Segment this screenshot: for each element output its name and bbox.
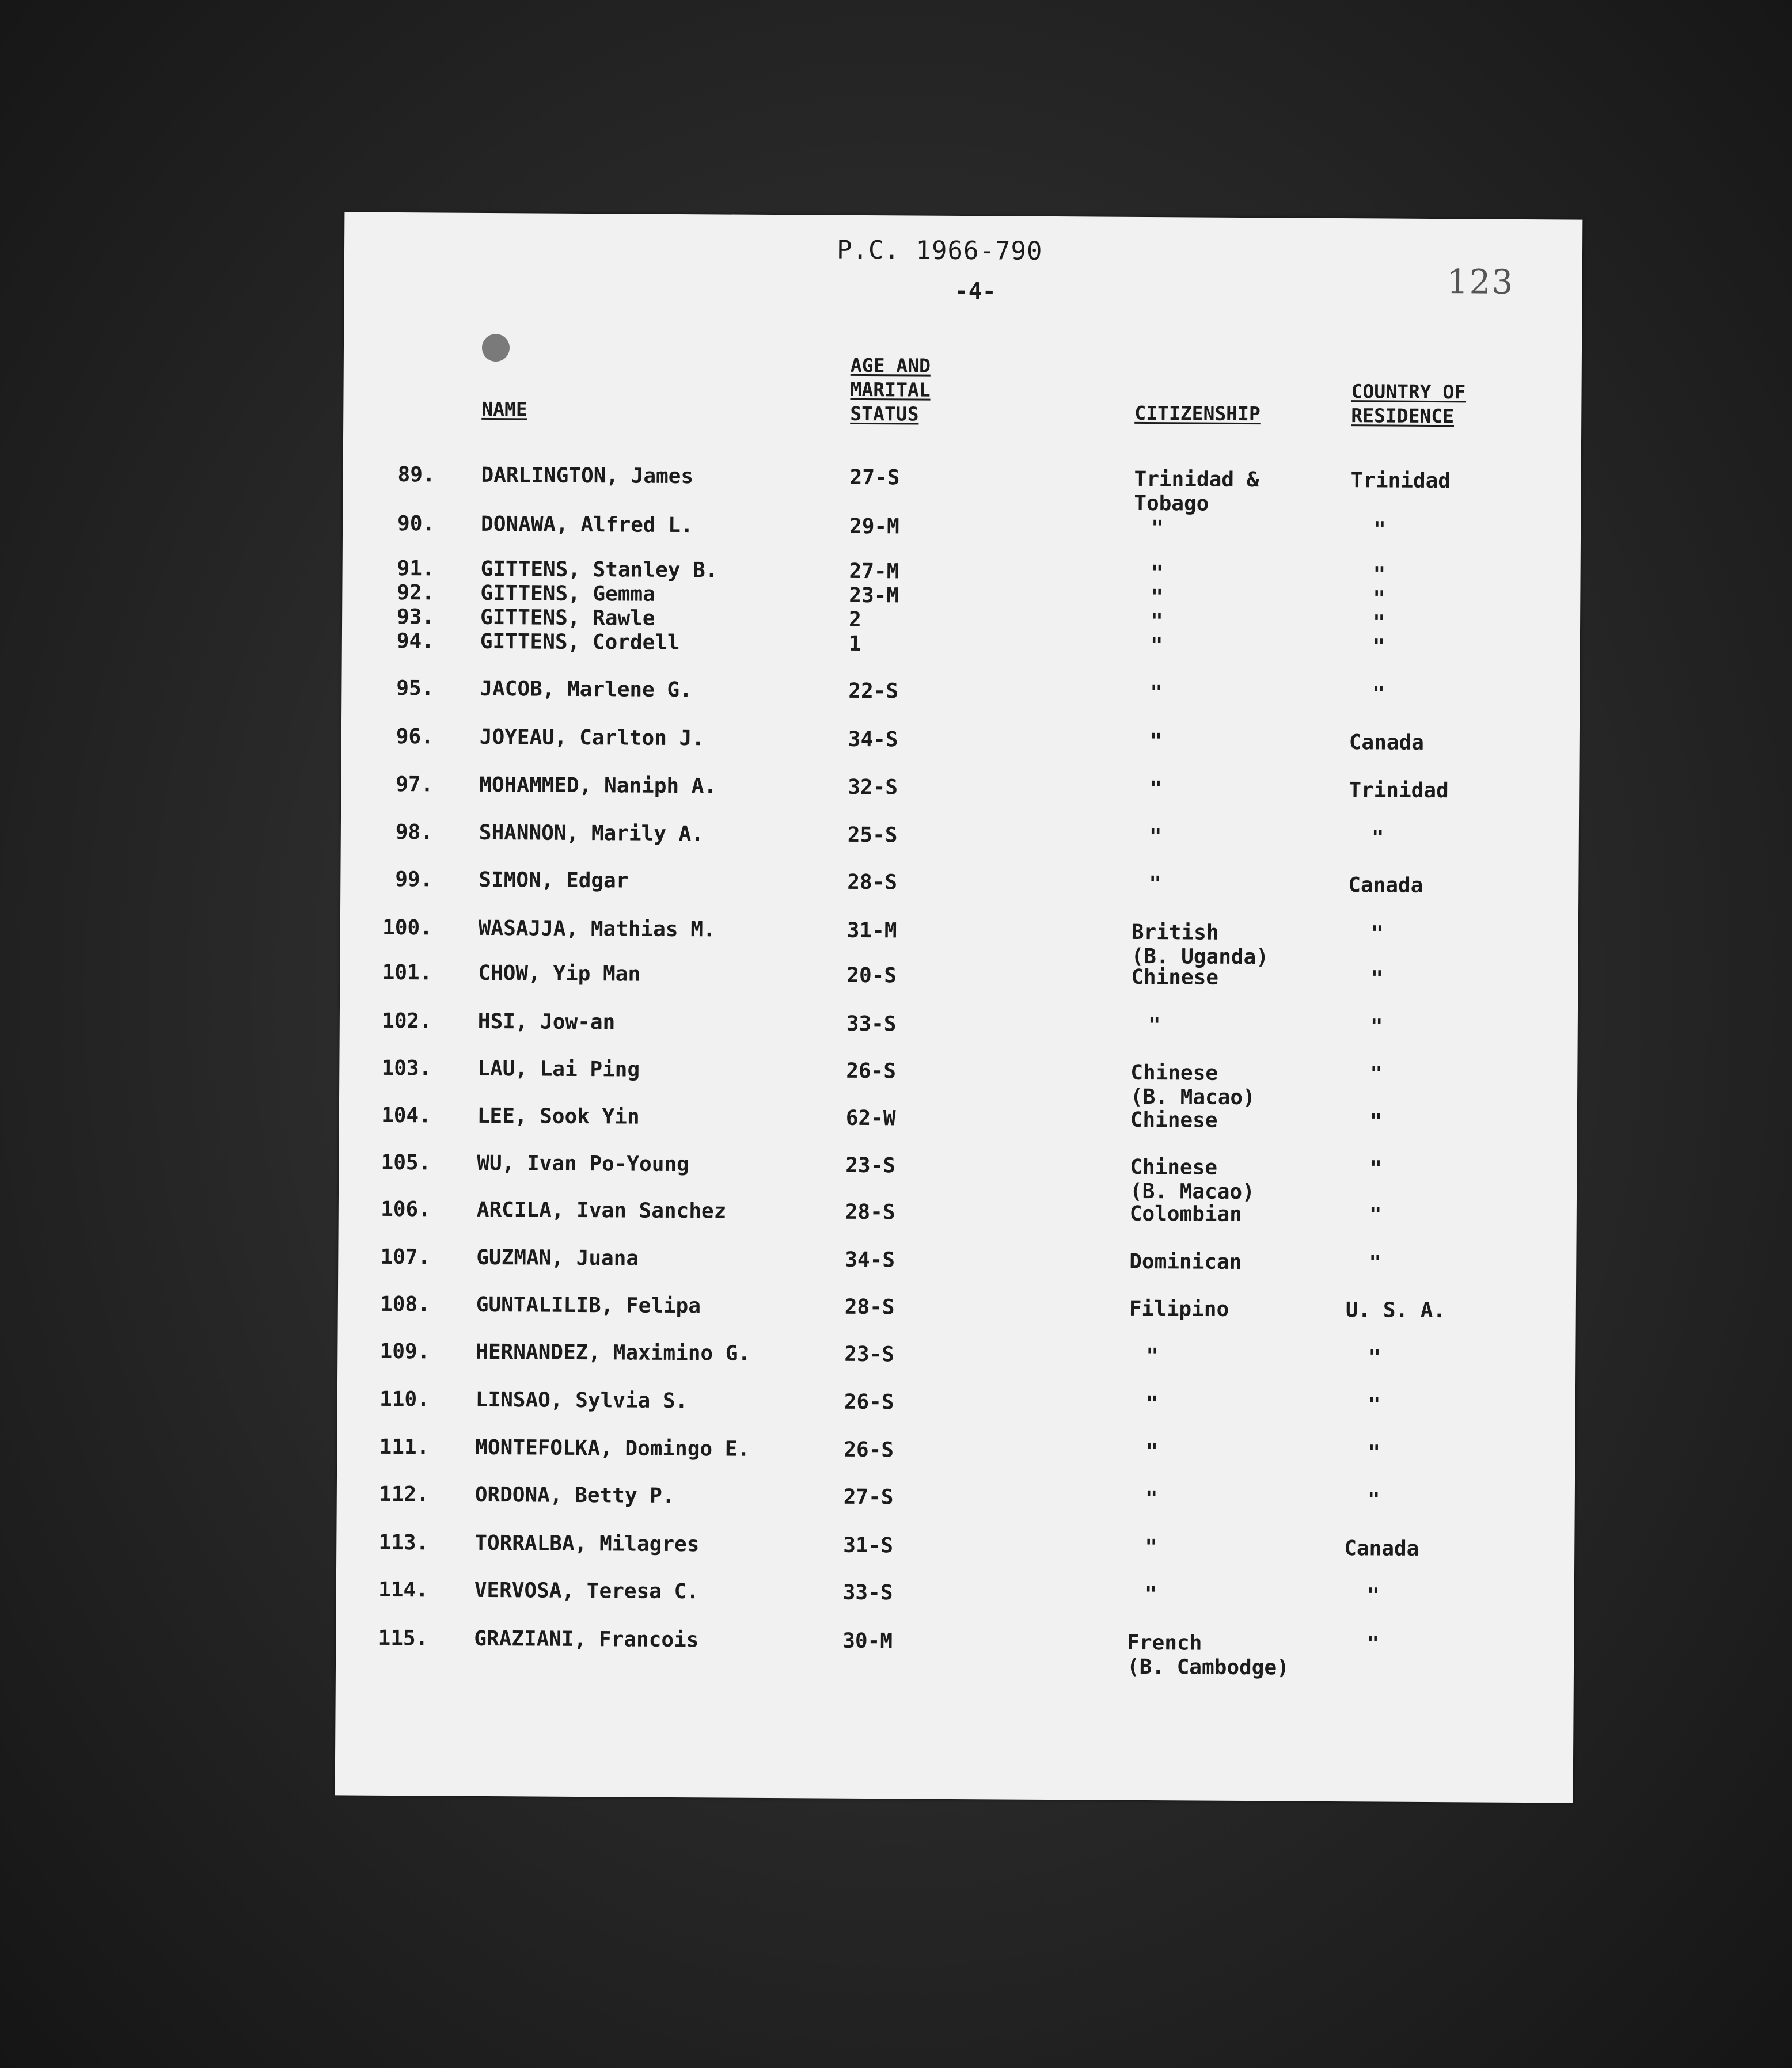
entry-country-of-residence: " <box>1369 1251 1382 1275</box>
entry-citizenship: " <box>1148 1014 1161 1038</box>
entry-name: GUZMAN, Juana <box>476 1245 639 1271</box>
table-row <box>339 1009 1577 1065</box>
entry-age-marital-status: 22-S <box>848 679 899 704</box>
entry-number: 112. <box>378 1482 429 1507</box>
entries-list <box>335 212 1583 1803</box>
entry-number: 104. <box>381 1103 431 1128</box>
header-age-marital-status: AGE AND MARITAL STATUS <box>850 353 931 425</box>
table-row <box>340 820 1578 876</box>
entry-age-marital-status: 26-S <box>846 1059 897 1084</box>
entry-name: JACOB, Marlene G. <box>480 676 692 702</box>
entry-age-marital-status: 27-S <box>843 1485 894 1510</box>
table-row <box>341 772 1579 828</box>
entry-country-of-residence: Trinidad <box>1349 778 1449 803</box>
entry-number: 105. <box>381 1150 431 1175</box>
entry-name: VERVOSA, Teresa C. <box>474 1578 700 1604</box>
table-row <box>343 462 1581 518</box>
entry-country-of-residence: " <box>1369 1203 1382 1227</box>
entry-citizenship: " <box>1150 681 1163 705</box>
entry-number: 91. <box>397 557 435 581</box>
entry-number: 97. <box>396 773 434 797</box>
entry-number: 100. <box>382 915 432 940</box>
document-reference: P.C. 1966-790 <box>836 235 1043 266</box>
header-name: NAME <box>481 397 527 421</box>
entry-name: GITTENS, Rawle <box>480 605 655 630</box>
entry-age-marital-status: 27-S <box>849 465 900 490</box>
table-row <box>336 1626 1574 1682</box>
entry-country-of-residence: " <box>1366 1584 1380 1608</box>
entry-country-of-residence: " <box>1370 922 1384 946</box>
entry-number: 92. <box>397 581 435 605</box>
entry-citizenship: Chinese <box>1131 965 1219 990</box>
entry-age-marital-status: 62-W <box>845 1106 896 1131</box>
entry-citizenship: " <box>1146 1344 1159 1368</box>
entry-name: GRAZIANI, Francois <box>474 1626 699 1652</box>
entry-number: 110. <box>379 1387 430 1412</box>
header-country-of-residence: COUNTRY OF RESIDENCE <box>1351 380 1466 428</box>
table-row <box>341 629 1580 685</box>
entry-age-marital-status: 28-S <box>845 1200 895 1225</box>
entry-country-of-residence: " <box>1373 587 1386 611</box>
entry-citizenship: " <box>1149 872 1162 896</box>
entry-country-of-residence: " <box>1370 967 1384 991</box>
entry-citizenship: " <box>1149 777 1163 801</box>
entry-country-of-residence: " <box>1373 562 1386 587</box>
entry-name: MOHAMMED, Naniph A. <box>479 773 717 799</box>
entry-country-of-residence: " <box>1368 1345 1381 1370</box>
entry-citizenship: Trinidad & Tobago <box>1134 467 1259 516</box>
entry-age-marital-status: 28-S <box>847 870 898 895</box>
entry-citizenship: Dominican <box>1129 1249 1242 1275</box>
entry-number: 95. <box>396 676 434 701</box>
entry-age-marital-status: 34-S <box>845 1248 895 1272</box>
entry-citizenship: " <box>1145 1392 1159 1416</box>
table-row <box>341 676 1580 732</box>
entry-citizenship: Filipino <box>1129 1297 1229 1321</box>
entry-age-marital-status: 32-S <box>848 775 898 800</box>
entry-age-marital-status: 28-S <box>844 1295 895 1320</box>
entry-age-marital-status: 26-S <box>844 1438 894 1462</box>
entry-name: SIMON, Edgar <box>479 868 629 893</box>
entry-age-marital-status: 29-M <box>849 514 899 539</box>
entry-age-marital-status: 1 <box>848 632 861 656</box>
entry-citizenship: " <box>1151 561 1164 586</box>
entry-name: LINSAO, Sylvia S. <box>475 1387 688 1413</box>
entry-country-of-residence: " <box>1370 1015 1383 1039</box>
entry-number: 111. <box>379 1435 430 1459</box>
document-page <box>335 212 1583 1803</box>
entry-age-marital-status: 33-S <box>842 1580 893 1605</box>
page-label: -4- <box>954 277 996 305</box>
entry-number: 102. <box>382 1009 432 1033</box>
entry-name: GITTENS, Stanley B. <box>480 557 718 583</box>
table-row <box>339 1056 1577 1112</box>
entry-country-of-residence: " <box>1372 682 1385 706</box>
entry-age-marital-status: 20-S <box>846 963 897 988</box>
entry-name: HSI, Jow-an <box>477 1009 616 1035</box>
entry-number: 109. <box>379 1339 430 1364</box>
entry-citizenship: " <box>1145 1535 1158 1560</box>
table-row <box>337 1387 1575 1443</box>
entry-number: 114. <box>378 1577 428 1602</box>
entry-citizenship: Chinese <box>1130 1108 1218 1132</box>
entry-age-marital-status: 31-M <box>846 918 897 943</box>
entry-citizenship: British (B. Uganda) <box>1131 920 1269 970</box>
entry-citizenship: " <box>1150 610 1163 634</box>
table-row <box>341 724 1579 780</box>
entry-age-marital-status: 27-M <box>849 559 899 584</box>
entry-age-marital-status: 23-M <box>849 583 899 608</box>
entry-country-of-residence: " <box>1368 1441 1381 1465</box>
table-row <box>336 1577 1574 1633</box>
table-row <box>337 1339 1575 1395</box>
entry-country-of-residence: " <box>1369 1157 1383 1181</box>
entry-name: ORDONA, Betty P. <box>474 1482 675 1508</box>
entry-number: 113. <box>378 1530 429 1555</box>
entry-citizenship: " <box>1150 634 1163 658</box>
entry-citizenship: French (B. Cambodge) <box>1126 1630 1289 1680</box>
entry-number: 98. <box>395 820 433 845</box>
entry-citizenship: " <box>1149 729 1163 754</box>
entry-number: 90. <box>397 512 435 536</box>
table-row <box>337 1435 1575 1491</box>
entry-country-of-residence: " <box>1373 518 1386 542</box>
entry-name: ARCILA, Ivan Sanchez <box>476 1198 727 1223</box>
entry-name: WASAJJA, Mathias M. <box>478 916 716 942</box>
entry-citizenship: Chinese (B. Macao) <box>1130 1060 1255 1110</box>
entry-age-marital-status: 25-S <box>847 823 898 847</box>
entry-country-of-residence: " <box>1368 1393 1381 1417</box>
entry-name: TORRALBA, Milagres <box>474 1531 700 1557</box>
header-citizenship: CITIZENSHIP <box>1134 401 1261 425</box>
entry-country-of-residence: U. S. A. <box>1345 1298 1446 1323</box>
entry-number: 115. <box>378 1626 428 1651</box>
entry-country-of-residence: " <box>1370 1062 1383 1086</box>
entry-name: HERNANDEZ, Maximino G. <box>476 1340 751 1366</box>
entry-name: CHOW, Yip Man <box>478 961 641 986</box>
entry-citizenship: " <box>1145 1439 1159 1464</box>
table-row <box>337 1292 1575 1348</box>
entry-citizenship: " <box>1151 586 1164 610</box>
table-row <box>336 1482 1574 1538</box>
table-row <box>336 1530 1574 1586</box>
entry-citizenship: Colombian <box>1129 1202 1243 1227</box>
entry-name: WU, Ivan Po-Young <box>477 1151 689 1177</box>
entry-country-of-residence: Trinidad <box>1350 469 1451 493</box>
entry-number: 89. <box>397 463 435 487</box>
table-row <box>339 1103 1577 1159</box>
entry-number: 108. <box>380 1292 430 1317</box>
entry-number: 93. <box>396 605 435 629</box>
entry-name: LAU, Lai Ping <box>477 1056 640 1082</box>
entry-number: 107. <box>380 1245 431 1269</box>
entry-country-of-residence: Canada <box>1349 731 1424 755</box>
entry-number: 106. <box>381 1197 431 1222</box>
entry-age-marital-status: 31-S <box>843 1533 894 1558</box>
entry-number: 103. <box>381 1056 432 1081</box>
entry-name: MONTEFOLKA, Domingo E. <box>475 1435 750 1461</box>
entry-name: JOYEAU, Carlton J. <box>479 725 705 751</box>
entry-number: 101. <box>382 960 432 985</box>
folio-number: 123 <box>1446 262 1514 302</box>
entry-citizenship: " <box>1151 516 1164 541</box>
entry-citizenship: " <box>1145 1487 1158 1511</box>
entry-country-of-residence: " <box>1366 1632 1380 1656</box>
entry-country-of-residence: " <box>1367 1488 1380 1512</box>
entry-name: GUNTALILIB, Felipa <box>476 1292 701 1318</box>
entry-country-of-residence: " <box>1371 826 1384 850</box>
entry-name: DARLINGTON, James <box>481 463 694 489</box>
entry-age-marital-status: 2 <box>848 607 861 632</box>
entry-country-of-residence: Canada <box>1348 873 1423 898</box>
entry-country-of-residence: " <box>1372 611 1385 635</box>
entry-citizenship: " <box>1144 1582 1157 1607</box>
entry-age-marital-status: 33-S <box>846 1012 897 1036</box>
entry-name: DONAWA, Alfred L. <box>480 512 693 538</box>
entry-name: GITTENS, Cordell <box>480 629 680 655</box>
entry-age-marital-status: 30-M <box>842 1629 893 1653</box>
entry-country-of-residence: " <box>1369 1109 1383 1134</box>
entry-number: 99. <box>395 868 433 892</box>
entry-age-marital-status: 23-S <box>845 1153 896 1178</box>
entry-country-of-residence: Canada <box>1344 1537 1419 1561</box>
entry-citizenship: Chinese (B. Macao) <box>1129 1155 1255 1204</box>
entry-age-marital-status: 23-S <box>844 1342 895 1367</box>
entry-name: LEE, Sook Yin <box>477 1104 640 1129</box>
table-row <box>338 1197 1576 1253</box>
entry-number: 94. <box>396 629 434 653</box>
entry-name: SHANNON, Marily A. <box>479 820 704 846</box>
table-row <box>340 867 1578 923</box>
entry-number: 96. <box>396 725 434 749</box>
entry-citizenship: " <box>1149 825 1162 849</box>
table-row <box>338 1245 1576 1301</box>
table-row <box>340 960 1578 1016</box>
entry-age-marital-status: 34-S <box>848 727 898 752</box>
entry-age-marital-status: 26-S <box>844 1390 894 1415</box>
entry-country-of-residence: " <box>1372 635 1385 659</box>
entry-name: GITTENS, Gemma <box>480 581 655 606</box>
